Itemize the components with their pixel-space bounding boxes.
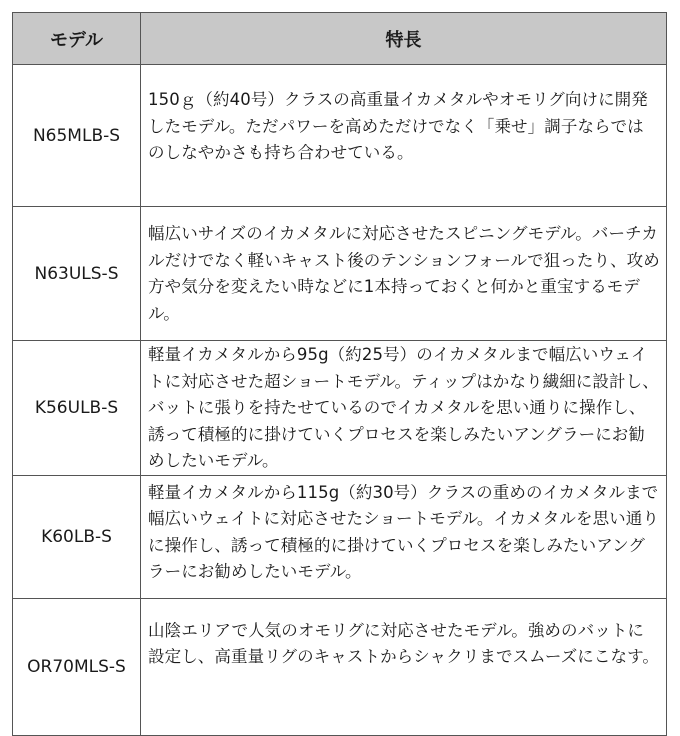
table-row — [13, 341, 667, 476]
model-cell — [13, 341, 141, 476]
header-model: モデル — [13, 13, 141, 65]
feature-description: 軽量イカメタルから95g（約25号）のイカメタルまで幅広いウェイトに対応させた超ショートモデル。ティップはかなり繊細に設計し、バットに張りを持たせているのでイカメタルを思い通りに操作し、誘って積極的に掛けていくプロセスを楽しみたいアングラーにお勧めしたいモデル。 — [148, 345, 659, 470]
feature-cell — [141, 207, 667, 341]
feature-cell — [141, 65, 667, 207]
feature-cell — [141, 341, 667, 476]
feature-cell — [141, 475, 667, 598]
model-name: N65MLB-S — [32, 125, 121, 146]
model-cell — [13, 598, 141, 735]
model-name: N63ULS-S — [34, 263, 119, 284]
header-row — [13, 13, 667, 65]
spec-table — [12, 12, 667, 736]
model-name: K60LB-S — [41, 526, 112, 547]
feature-description: 軽量イカメタルから115g（約30号）クラスの重めのイカメタルまで幅広いウェイトに対応させたショートモデル。イカメタルを思い通りに操作し、誘って積極的に掛けていくプロセスを楽しみたいアングラーにお勧めしたいモデル。 — [148, 482, 659, 581]
feature-description: 150ｇ（約40号）クラスの高重量イカメタルやオモリグ向けに開発したモデル。ただパワーを高めただけでなく「乗せ」調子ならではのしなやかさも持ち合わせている。 — [148, 90, 648, 162]
model-name: OR70MLS-S — [27, 656, 126, 677]
table-row — [13, 475, 667, 598]
model-cell — [13, 207, 141, 341]
model-cell — [13, 475, 141, 598]
feature-description: 幅広いサイズのイカメタルに対応させたスピニングモデル。バーチカルだけでなく軽いキャスト後のテンションフォールで狙ったり、攻め方や気分を変えたい時などに1本持っておくと何かと重宝するモデル。 — [148, 224, 660, 323]
table-row — [13, 598, 667, 735]
table-row — [13, 65, 667, 207]
feature-cell — [141, 598, 667, 735]
feature-description: 山陰エリアで人気のオモリグに対応させたモデル。強めのバットに設定し、高重量リグのキャストからシャクリまでスムーズにこなす。 — [148, 620, 659, 666]
table-row — [13, 207, 667, 341]
header-feature: 特長 — [141, 13, 667, 65]
model-cell — [13, 65, 141, 207]
model-name: K56ULB-S — [34, 397, 119, 418]
